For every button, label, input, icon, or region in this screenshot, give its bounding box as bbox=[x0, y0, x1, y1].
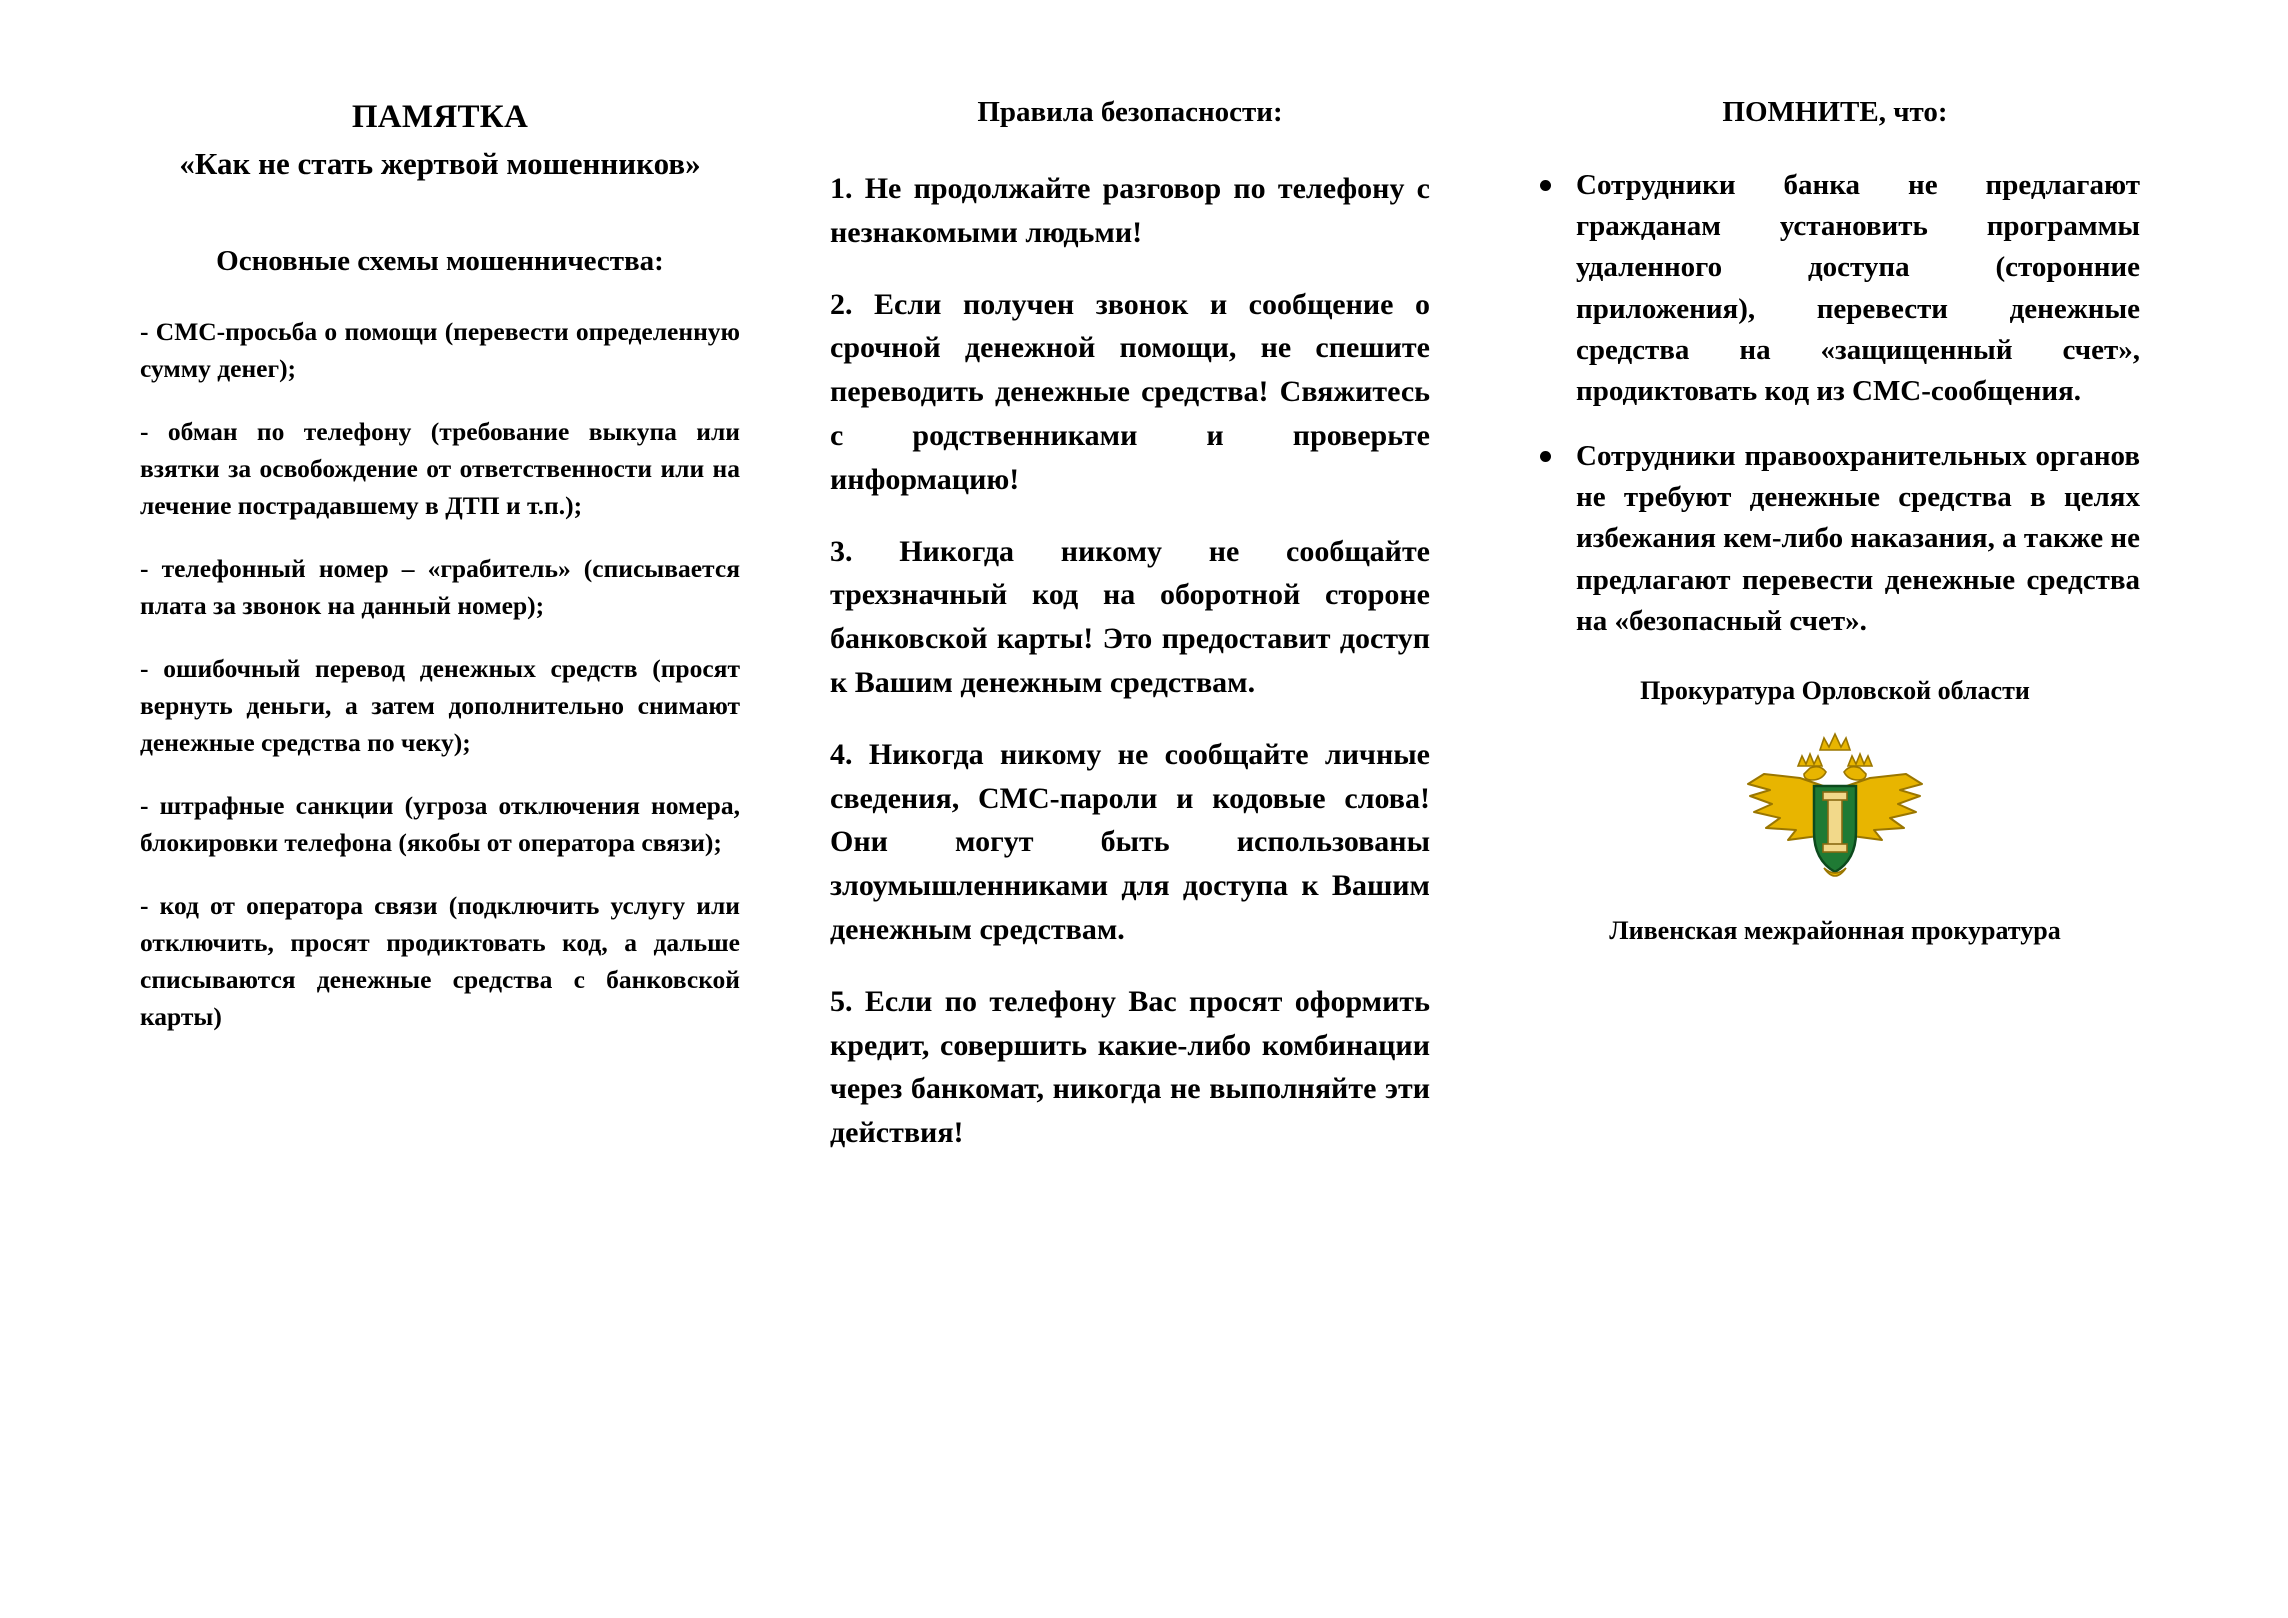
page-title: ПАМЯТКА bbox=[351, 99, 529, 135]
safety-rule-item: 3. Никогда никому не сообщайте трехзначный код на оборотной стороне банковской карты! Это предоставит доступ к Вашим денежным средствам. bbox=[830, 534, 1430, 699]
scheme-item: - ошибочный перевод денежных средств (просят вернуть деньги, а затем дополнительно снимают денежные средства по чеку); bbox=[140, 654, 740, 757]
safety-rule-item: 1. Не продолжайте разговор по телефону с незнакомыми людьми! bbox=[830, 172, 1430, 249]
page-subtitle: «Как не стать жертвой мошенников» bbox=[179, 146, 701, 182]
list-item: Сотрудники банка не предлагают гражданам установить программы удаленного доступа (сторонние приложения), перевести денежные средства на «защищенный счет», продиктовать код из СМС-сообщения. bbox=[1530, 165, 2140, 412]
scheme-item: - штрафные санкции (угроза отключения номера, блокировки телефона (якобы от оператора связи); bbox=[140, 790, 740, 857]
remember-heading: ПОМНИТЕ, что: bbox=[1722, 96, 1948, 128]
list-item: Сотрудники правоохранительных органов не требуют денежные средства в целях избежания кем-либо наказания, а также не предлагают перевести денежные средства на «безопасный счет». bbox=[1530, 436, 2140, 642]
safety-rule-item: 5. Если по телефону Вас просят оформить кредит, совершить какие-либо комбинации через банкомат, никогда не выполняйте эти действия! bbox=[830, 984, 1430, 1150]
issuing-authority: Прокуратура Орловской области bbox=[1640, 675, 2030, 705]
scheme-item: - код от оператора связи (подключить услугу или отключить, просят продиктовать код, а дальше списываются денежные средства с банковской карты) bbox=[140, 890, 740, 1031]
left-section-heading: Основные схемы мошенничества: bbox=[216, 244, 664, 277]
remember-list bbox=[1530, 165, 2140, 642]
middle-column bbox=[770, 96, 1470, 1183]
emblem-container bbox=[1530, 728, 2140, 898]
scheme-item: - СМС-просьба о помощи (перевести определенную сумму денег); bbox=[140, 317, 740, 384]
prosecutor-emblem-icon bbox=[1740, 728, 1930, 898]
scheme-item: - телефонный номер – «грабитель» (списывается плата за звонок на данный номер); bbox=[140, 554, 740, 621]
safety-rule-item: 4. Никогда никому не сообщайте личные сведения, СМС-пароли и кодовые слова! Они могут быть использованы злоумышленниками для доступа к Вашим денежным средствам. bbox=[830, 737, 1430, 946]
safety-rule-item: 2. Если получен звонок и сообщение о срочной денежной помощи, не спешите переводить денежные средства! Свяжитесь с родственниками и проверьте информацию! bbox=[830, 287, 1430, 496]
left-column bbox=[70, 96, 770, 1062]
right-column bbox=[1470, 96, 2160, 946]
local-prosecutor-office: Ливенская межрайонная прокуратура bbox=[1609, 915, 2061, 945]
safety-rules-heading: Правила безопасности: bbox=[977, 96, 1283, 128]
scheme-item: - обман по телефону (требование выкупа или взятки за освобождение от ответственности или на лечение пострадавшему в ДТП и т.п.); bbox=[140, 417, 740, 521]
